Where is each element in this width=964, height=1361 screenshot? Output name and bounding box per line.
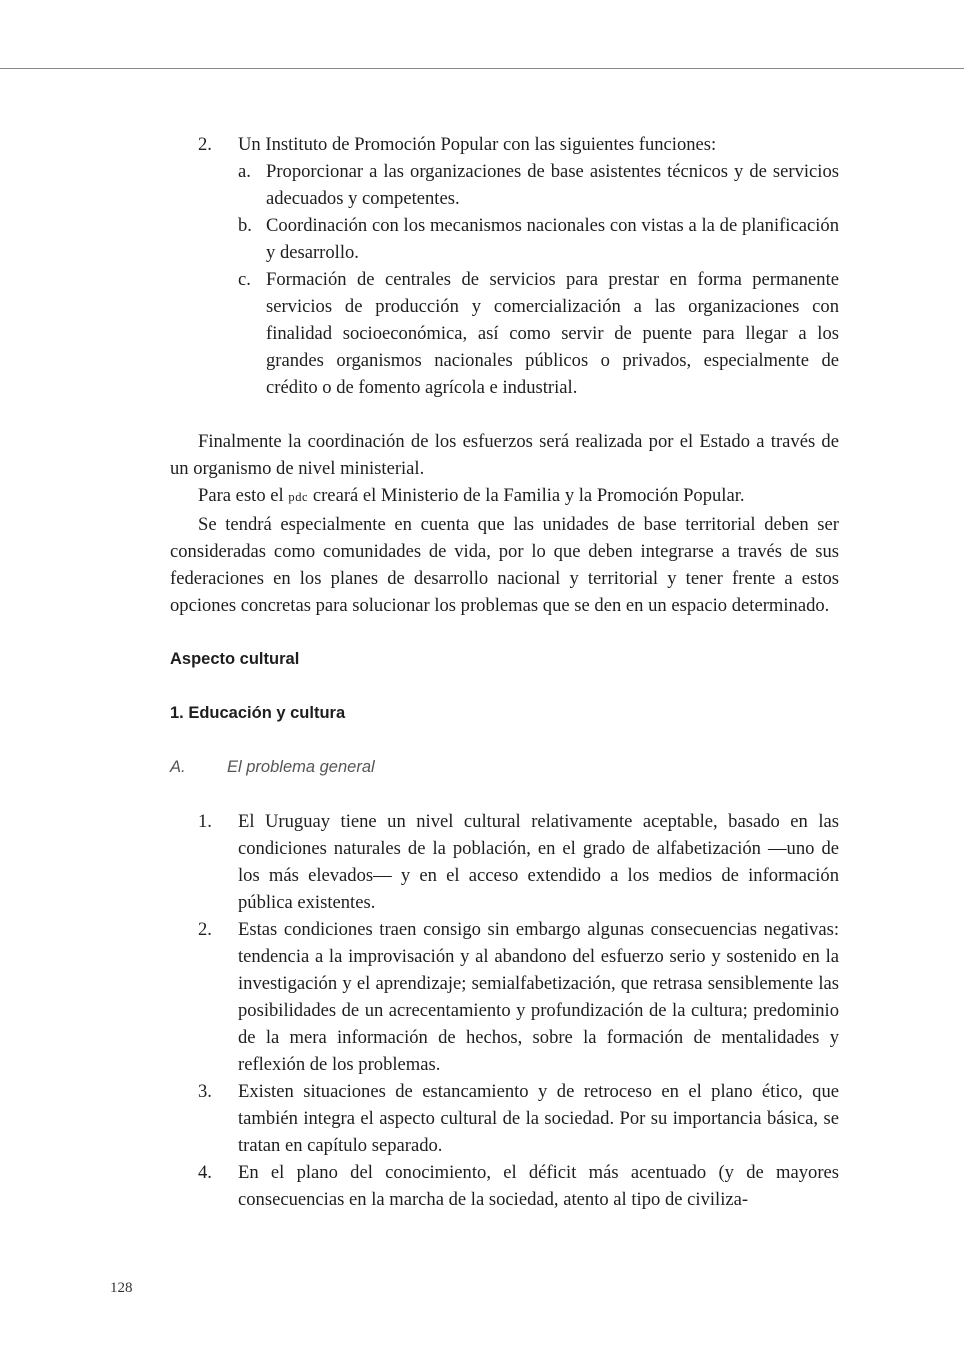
page-number: 128 [110,1280,133,1296]
list-item [170,1078,839,1159]
list-item [170,808,839,916]
spacer [170,401,839,428]
sublist-text: Proporcionar a las organizaciones de base asistentes técnicos y de servicios adecuados y competentes. [266,161,839,209]
paragraph: Se tendrá especialmente en cuenta que las unidades de base territorial deben ser consideradas como comunidades de vida, por lo que deben integrarse a través de sus federaciones en los planes de desarrollo nacional y territorial y tener frente a estos opciones concretas para solucionar los problemas que se den en un espacio determinado. [170,514,839,616]
page-body [170,131,839,1213]
top-rule [0,68,964,69]
sublist-letter: c. [238,269,251,290]
list-text: El Uruguay tiene un nivel cultural relativamente aceptable, basado en las condiciones naturales de la población, en el grado de alfabetización —uno de los más elevados— y en el acceso extendido a los medios de información pública existentes. [238,811,839,913]
subsubsection-heading [170,754,839,781]
paragraph: Finalmente la coordinación de los esfuerzos será realizada por el Estado a través de un organismo de nivel ministerial. [170,431,839,479]
list-number: 2. [198,134,212,155]
list-item [170,1159,839,1213]
list-item [170,916,839,1078]
party-acronym: pdc [288,490,309,504]
section-heading: Aspecto cultural [170,650,300,668]
sublist-item [170,212,839,266]
subsection-heading: 1. Educación y cultura [170,704,346,722]
list-number: 1. [198,811,212,832]
list-text: En el plano del conocimiento, el déficit más acentuado (y de mayores consecuencias en la marcha de la sociedad, atento al tipo de civiliza- [238,1162,839,1210]
subsubsection-title: El problema general [227,758,375,776]
sublist-item [170,266,839,401]
spacer [170,673,839,700]
spacer [170,781,839,808]
paragraph-text: creará el Ministerio de la Familia y la Promoción Popular. [308,485,745,506]
sublist-item [170,158,839,212]
list-text: Estas condiciones traen consigo sin embargo algunas consecuencias negativas: tendencia a la improvisación y al abandono del esfuerzo serio y sostenido en la investigación y el aprendizaje; semialfabetización, que retrasa sensiblemente las posibilidades de un acrecentamiento y profundización de la cultura; predominio de la mera información de hechos, sobre la formación de mentalidades y reflexión de los problemas. [238,919,839,1075]
spacer [170,727,839,754]
list-item [170,131,839,158]
list-number: 3. [198,1081,212,1102]
sublist-letter: b. [238,215,252,236]
list-text: Un Instituto de Promoción Popular con las siguientes funciones: [238,134,717,155]
sublist-text: Coordinación con los mecanismos nacionales con vistas a la de planificación y desarrollo. [266,215,839,263]
subsubsection-letter: A. [170,758,186,776]
list-number: 4. [198,1162,212,1183]
spacer [170,619,839,646]
paragraph [170,482,839,511]
list-text: Existen situaciones de estancamiento y de retroceso en el plano ético, que también integra el aspecto cultural de la sociedad. Por su importancia básica, se tratan en capítulo separado. [238,1081,839,1156]
list-number: 2. [198,919,212,940]
sublist-letter: a. [238,161,251,182]
paragraph-text: Para esto el [198,485,289,506]
sublist-text: Formación de centrales de servicios para prestar en forma permanente servicios de producción y comercialización a las organizaciones con finalidad socioeconómica, así como servir de puente para llegar a los grandes organismos nacionales públicos o privados, especialmente de crédito o de fomento agrícola e industrial. [266,269,839,398]
